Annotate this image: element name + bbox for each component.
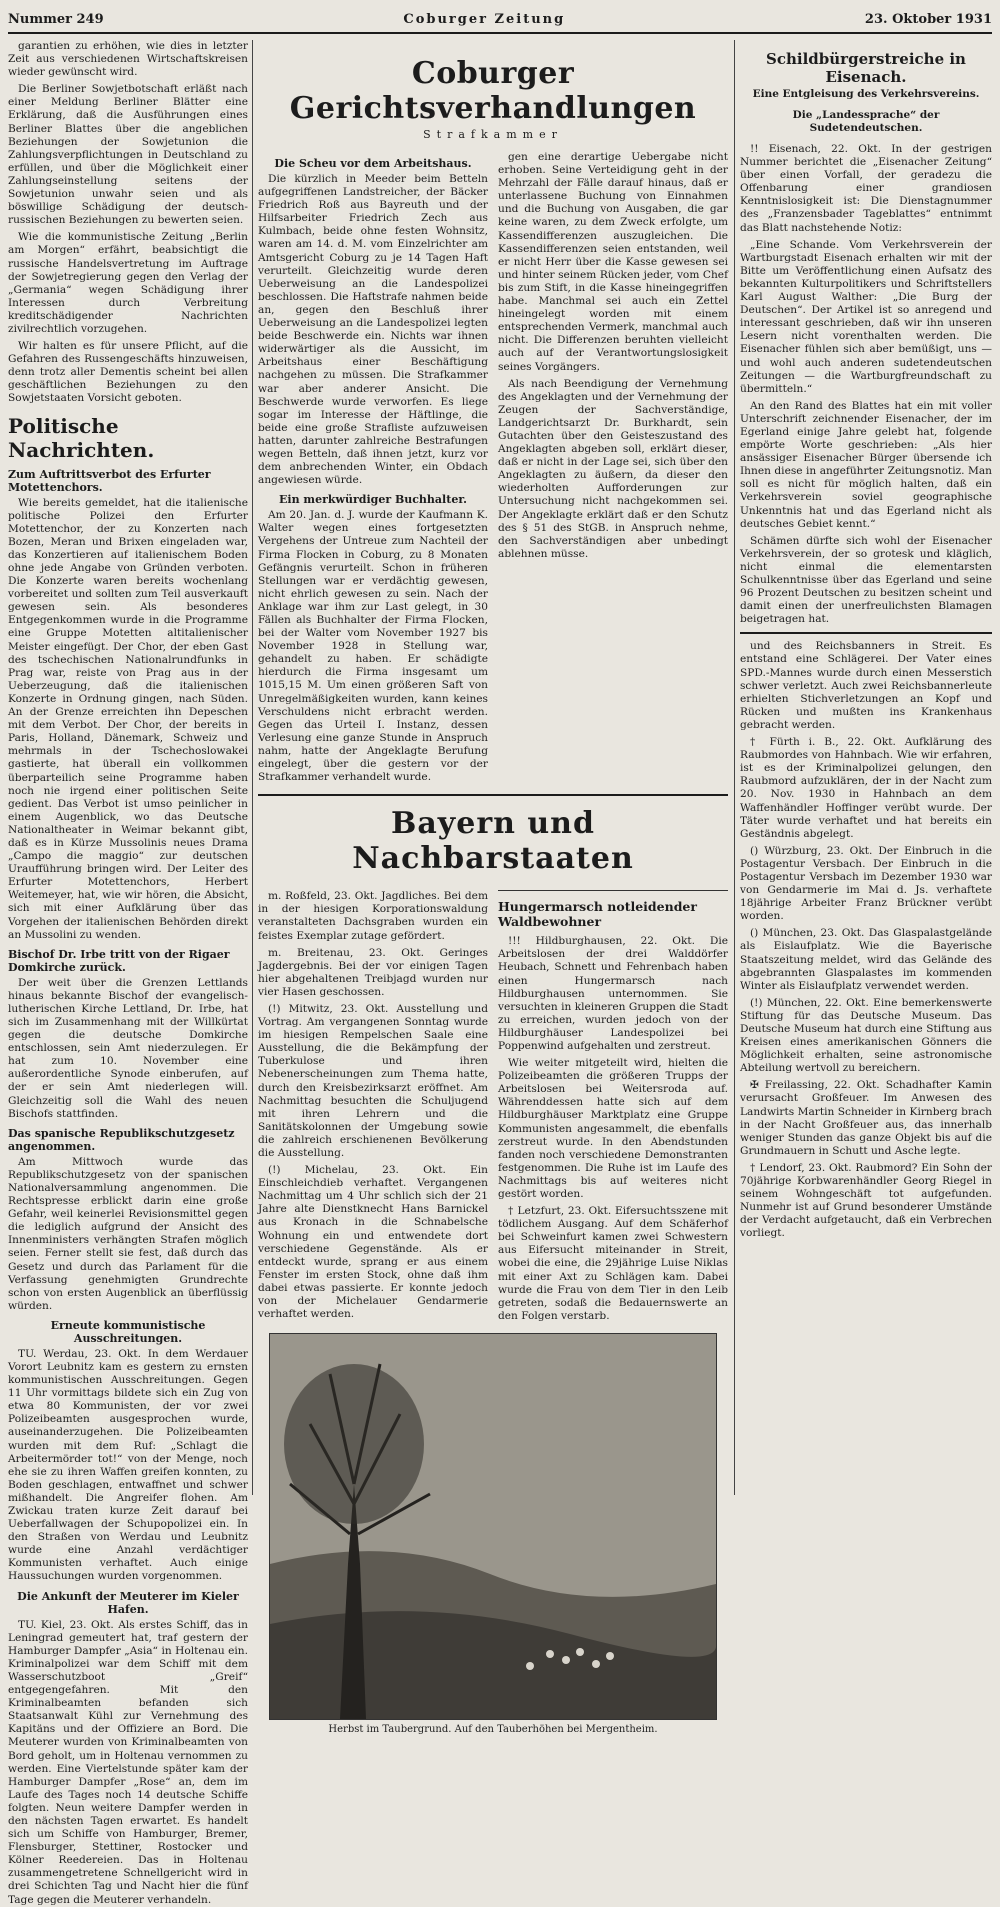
column-right: [740, 40, 992, 1495]
article-paragraph: () Würzburg, 23. Okt. Der Einbruch in die Postagentur Versbach. Der Einbruch in die Postagentur Versbach im Dezember 1930 war von Gendarmerie im Mai d. Js. verhaftete 18jährige Arbeiter Franz Brückner verübt worden.: [740, 844, 992, 923]
photo-illustration: [270, 1334, 716, 1719]
article-paragraph: !! Eisenach, 22. Okt. In der gestrigen Nummer berichtet die „Eisenacher Zeitung“ über einen Vorfall, der geradezu die Offenbarung einer grandiosen Kenntnislosigkeit ist: Die Dienstagnummer des „Franzensbader Tageblattes“ entnimmt das Blatt nachstehende Notiz:: [740, 143, 992, 234]
article-paragraph: „Eine Schande. Vom Verkehrsverein der Wartburgstadt Eisenach erhalten wir mit der Bitte um Veröffentlichung einen Aufsatz des bekannten Kulturpolitikers und Schriftstellers Karl August Walther: „Die Burg der Deutschen“. Der Artikel ist so anregend und interessant geschrieben, daß wir ihn unseren Lesern nicht vorenthalten werden. Die Eisenacher fühlen sich aber bemüßigt, uns — und wohl auch anderen sudetendeutschen Zeitungen — die Wartburgfreundschaft zu übermitteln.“: [740, 238, 992, 395]
article-paragraph: Als nach Beendigung der Vernehmung des Angeklagten und der Vernehmung der Zeugen der Sachverständige, Landgerichtsarzt Dr. Burkhardt, sein Gutachten über den Geisteszustand des Angeklagten abgeben soll, erklärt dieser, daß er nicht in der Lage sei, sich über den Angeklagten zu äußern, da dieser den wiederholten Aufforderungen zur Untersuchung nicht nachgekommen sei. Der Angeklagte erklärt daß er den Schutz des § 51 des StGB. in Anspruch nehme, den Sachverständigen aber unbedingt ablehnen müsse.: [498, 377, 728, 560]
article-paragraph: Wie die kommunistische Zeitung „Berlin am Morgen“ erfährt, beabsichtigt die russische Handelsvertretung im Auftrage der Sowjetregierung gegen den Verlag der „Germania“ wegen Schädigung ihrer Interessen durch Verbreitung kreditschädigender Nachrichten zivilrechtlich vorzugehen.: [8, 231, 248, 335]
section-heading-politik: Politische Nachrichten.: [8, 413, 155, 462]
column-divider: [734, 40, 735, 1495]
court-section-kicker: Strafkammer: [423, 128, 563, 141]
regional-column-a: [258, 890, 488, 1327]
newspaper-name: Coburger Zeitung: [403, 11, 566, 27]
article-headline: Hungermarsch notleidender Waldbewohner: [498, 899, 697, 930]
article-paragraph: und des Reichsbanners in Streit. Es entstand eine Schlägerei. Der Vater eines SPD.-Mannes wurde durch einen Messerstich schwer verletzt. Auch zwei Reichsbannerleute erhielten Stichverletzungen an Kopf und Rücken und mußten ins Krankenhaus gebracht werden.: [740, 640, 992, 731]
court-section-title: Coburger Gerichtsverhandlungen: [289, 56, 697, 126]
column-left: [8, 40, 248, 1906]
column-center: [258, 40, 728, 1735]
article-paragraph: !!! Hildburghausen, 22. Okt. Die Arbeitslosen der drei Walddörfer Heubach, Schnett und Fehrenbach haben einen Hungermarsch nach Hildburghausen unternommen. Sie versuchten in kleineren Gruppen die Stadt zu erreichen, wurden jedoch von der Hildburghäuser Landespolizei bei Poppenwind aufgehalten und zerstreut.: [498, 935, 728, 1052]
court-column-a: [258, 151, 488, 788]
article-headline: Die Ankunft der Meuterer im Kieler Hafen.: [17, 1589, 239, 1616]
article-paragraph: garantien zu erhöhen, wie dies in letzter Zeit aus verschiedenen Wirtschaftskreisen wieder gewünscht wird.: [8, 40, 248, 79]
court-articles: [258, 151, 728, 788]
article-paragraph: TU. Werdau, 23. Okt. In dem Werdauer Vorort Leubnitz kam es gestern zu ernsten kommunistischen Ausschreitungen. Gegen 11 Uhr vormittags bildete sich ein Zug von etwa 80 Kommunisten, der vor zwei Polizeibeamten ausgesprochen wurde, auseinanderzugehen. Die Polizeibeamten wurden mit dem Ruf: „Schlagt die Arbeitermörder tot!“ von der Menge, noch ehe sie zu ihren Waffen greifen konnten, zu Boden geschlagen, entwaffnet und schwer mißhandelt. Die Angreifer flohen. Am Zwickau traten kurze Zeit darauf bei Ueberfallwagen der Schupopolizei ein. In den Straßen von Werdau und Leubnitz wurde eine Anzahl verdächtiger Kommunisten verhaftet. Auch einige Haussuchungen wurden vorgenommen.: [8, 1347, 248, 1583]
photo-caption: Herbst im Taubergrund. Auf den Tauberhöhen bei Mergentheim.: [328, 1723, 658, 1735]
article-paragraph: (!) Michelau, 23. Okt. Ein Einschleichdieb verhaftet. Vergangenen Nachmittag um 4 Uhr schlich sich der 21 Jahre alte Dienstknecht Hans Barnickel aus Kronach in die Schnabelsche Wohnung ein und entwendete dort verschiedene Gegenstände. Als er entdeckt wurde, sprang er aus einem Fenster im ersten Stock, ohne daß ihm dabei etwas passierte. Er konnte jedoch von der Michelauer Gendarmerie verhaftet werden.: [258, 1164, 488, 1321]
article-paragraph: gen eine derartige Uebergabe nicht erhoben. Seine Verteidigung geht in der Mehrzahl der Fälle darauf hinaus, daß er unterlassene Buchung von Einnahmen und die Buchung von Ausgaben, die gar keine waren, zu dem Zweck erfolgte, um Kassendifferenzen auszugleichen. Die Kassendifferenzen seien entstanden, weil er nicht Herr über die Kasse gewesen sei und hinter seinem Rücken jeder, vom Chef bis zum Stift, in die Kasse hineingegriffen habe. Manchmal sei auch ein Zettel hineingelegt worden mit einem entsprechenden Vermerk, manchmal auch nicht. Die Differenzen beruhten vielleicht auch auf der Verantwortungslosigkeit seines Vorgängers.: [498, 151, 728, 373]
article-paragraph: An den Rand des Blattes hat ein mit voller Unterschrift zeichnender Eisenacher, der im Egerland einige Jahre gelebt hat, folgende empörte Worte geschrieben: „Als hier ansässiger Eisenacher Bürger übersende ich Ihnen diese in angeführter Zeitungsnotiz. Man soll es nicht für möglich halten, daß ein Verkehrsverein soviel geographische Unkenntnis hat und das Egerland nicht als deutsches Gebiet kennt.“: [740, 399, 992, 530]
article-paragraph: † Fürth i. B., 22. Okt. Aufklärung des Raubmordes von Hahnbach. Wie wir erfahren, ist es der Kriminalpolizei gelungen, den Raubmord aufzuklären, der in der Nacht zum 20. Nov. 1930 in Hahnbach an dem Waffenhändler Hoffinger verübt wurde. Der Täter wurde verhaftet und hat bereits ein Geständnis abgelegt.: [740, 736, 992, 840]
article-paragraph: Wie weiter mitgeteilt wird, hielten die Polizeibeamten die größeren Trupps der Arbeitslosen bei Weitersroda auf. Währenddessen hatte sich auf dem Hildburghäuser Marktplatz eine Gruppe Kommunisten angesammelt, die ebenfalls zerstreut wurde. In den Abendstunden fanden noch verschiedene Demonstranten festgenommen. Die Ruhe ist im Laufe des Nachmittags bis auf weiteres nicht gestört worden.: [498, 1057, 728, 1200]
article-headline: Bischof Dr. Irbe tritt von der Rigaer Domkirche zurück.: [8, 947, 230, 974]
article-paragraph: TU. Kiel, 23. Okt. Als erstes Schiff, das in Leningrad gemeutert hat, traf gestern der Hamburger Dampfer „Asia“ in Holtenau ein. Kriminalpolizei war dem Schiff mit dem Wasserschutzboot „Greif“ entgegengefahren. Mit den Kriminalbeamten befanden sich Staatsanwalt Kühl zur Vernehmung des Kapitäns und der Offiziere an Bord. Die Meuterer wurden von Kriminalbeamten von Bord geholt, um in Holtenau vernommen zu werden. Eine Viertelstunde später kam der Hamburger Dampfer „Rose“ an, dem im Laufe des Tages noch 14 deutsche Schiffe folgten. Neun weitere Dampfer werden in den nächsten Tagen erwartet. Es handelt sich um Schiffe von Hamburger, Bremer, Flensburger, Stettiner, Rostocker und Kölner Reedereien. Das in Holtenau zusammengetretene Schnellgericht wird in drei Schichten Tag und Nacht hier die fünf Tage gegen die Meuterer verhandeln.: [8, 1618, 248, 1906]
article-paragraph: (!) Mitwitz, 23. Okt. Ausstellung und Vortrag. Am vergangenen Sonntag wurde im hiesigen Rempelschen Saale eine Ausstellung, die die Bekämpfung der Tuberkulose und ihren Nebenerscheinungen zum Thema hatte, durch den Kreisbezirksarzt eröffnet. Am Nachmittag besuchten die Schuljugend mit ihren Lehrern und die Sanitätskolonnen der Umgebung sowie die zahlreich erschienenen Bevölkerung die Ausstellung.: [258, 1002, 488, 1159]
article-paragraph: ✠ Freilassing, 22. Okt. Schadhafter Kamin verursacht Großfeuer. Im Anwesen des Landwirts Martin Schneider in Kirnberg brach in der Nacht Großfeuer aus, das innerhalb weniger Stunden das ganze Objekt bis auf die Grundmauern in Schutt und Asche legte.: [740, 1079, 992, 1157]
article-subheadline: Die „Landessprache“ der Sudetendeutschen.: [792, 109, 940, 134]
article-paragraph: Wie bereits gemeldet, hat die italienische politische Polizei den Erfurter Motettenchor, der zu Konzerten nach Bozen, Meran und Brixen eingeladen war, das Konzertieren auf italienischem Boden ohne jede Angabe von Gründen verboten. Die Konzerte waren bereits wochenlang vorbereitet und sollten zum Teil ausverkauft gewesen sein. Als besonderes Entgegenkommen wurde in die Programme eine Gruppe Motetten altitalienischer Meister eingefügt. Der Chor, der eben Gast des tschechischen Nationalrundfunks in Prag war, reiste von Prag aus in der Ueberzeugung, daß die italienischen Konzerte in Ordnung gingen, nach Süden. An der Grenze erreichten ihn Depeschen mit dem Verbot. Der Chor, der bereits in Paris, Holland, Dänemark, Schweiz und mehrmals in der Tschechoslowakei gastierte, hat überall ein vollkommen überparteilich seine Programme haben noch nie irgend einer politischen Seite gedient. Das Verbot ist umso peinlicher in einem Augenblick, wo das Deutsche Nationaltheater in Weimar bekannt gibt, daß es in Kürze Mussolinis neues Drama „Campo die maggio“ zur deutschen Uraufführung bringen wird. Der Leiter des Erfurter Motettenchors, Herbert Weitemeyer, hat, wie wir hören, die Absicht, sich mit einer Aufklärung über das Vorgehen der italienischen Behörden direkt an Mussolini zu wenden.: [8, 496, 248, 941]
bayern-section-title: Bayern und Nachbarstaaten: [352, 806, 634, 877]
article-paragraph: † Letzfurt, 23. Okt. Eifersuchtsszene mit tödlichem Ausgang. Auf dem Schäferhof bei Schweinfurt kamen zwei Schwestern aus Eifersucht miteinander in Streit, wobei die eine, die 29jährige Luise Niklas mit einer Axt zu Schlägen kam. Dabei wurde die Frau von dem Tier in den Leib getreten, sodaß die Bedauernswerte an den Folgen verstarb.: [498, 1205, 728, 1322]
article-headline: Die Scheu vor dem Arbeitshaus.: [274, 157, 472, 170]
article-subheadline: Eine Entgleisung des Verkehrsvereins.: [752, 88, 980, 100]
article-paragraph: Am 20. Jan. d. J. wurde der Kaufmann K. Walter wegen eines fortgesetzten Vergehens der Untreue zum Nachteil der Firma Flocken in Coburg, zu 8 Monaten Gefängnis verurteilt. Schon in früheren Stellungen war er verdächtig gewesen, nicht ehrlich gewesen zu sein. Nach der Anklage war ihm zur Last gelegt, in 30 Fällen als Buchhalter der Firma Flocken, bei der Walter vom November 1927 bis November 1928 in Stellung war, gehandelt zu haben. Er schädigte hierdurch die Firma insgesamt um 1015,15 M. Um einen größeren Saft von Unregelmäßigkeiten wurden, kann keines Verschuldens nicht erbracht werden. Gegen das Urteil I. Instanz, dessen Verlesung eine ganze Stunde in Anspruch nahm, hatte der Angeklagte Berufung eingelegt, über die gestern vor der Strafkammer verhandelt wurde.: [258, 509, 488, 784]
issue-date: 23. Oktober 1931: [864, 11, 992, 27]
article-paragraph: Die Berliner Sowjetbotschaft erläßt nach einer Meldung Berliner Blätter eine Erklärung, daß die Ausführungen eines Berliner Blattes über die angeblichen Beziehungen der Sowjetunion die Zahlungsverpflichtungen in Deutschland zu erfüllen, und über die Möglichkeit einer Zahlungseinstellung seitens der Sowjetunion unwahr seien und als böswillige Schädigung der deutsch-russischen Beziehungen zu bewerten seien.: [8, 83, 248, 227]
article-paragraph: () München, 23. Okt. Das Glaspalastgelände als Eislaufplatz. Wie die Bayerische Staatszeitung meldet, wird das Gelände des abgebrannten Glaspalastes im kommenden Winter als Eislaufplatz verwendet werden.: [740, 927, 992, 992]
article-headline-main: Schildbürgerstreiche in Eisenach.: [766, 50, 966, 86]
article-headline: Ein merkwürdiger Buchhalter.: [279, 493, 467, 507]
article-paragraph: Am Mittwoch wurde das Republikschutzgesetz von der spanischen Nationalversammlung angenommen. Die Rechtspresse erblickt darin eine große Gefahr, weil keinerlei Revisionsmittel gegen die lediglich aufgrund der Ansicht des Innenministers verhängten Strafen möglich seien. Ferner stellt sie fest, daß durch das Gesetz und durch das Parlament für die Verfassung genehmigten Grundrechte schon von ersten Augenblick an überflüssig würden.: [8, 1155, 248, 1312]
masthead: [8, 6, 992, 34]
article-paragraph: Der weit über die Grenzen Lettlands hinaus bekannte Bischof der evangelisch-lutherischen Kirche Lettland, Dr. Irbe, hat sich im Zusammenhang mit der Willkürtat gegen die deutsche Domkirche entschlossen, sein Amt niederzulegen. Er hat zum 10. November eine außerordentliche Synode einberufen, auf der er sein Amt niederlegen will. Gleichzeitig soll die Wahl des neuen Bischofs stattfinden.: [8, 976, 248, 1120]
article-headline: Das spanische Republikschutzgesetz angenommen.: [8, 1126, 235, 1153]
article-paragraph: Schämen dürfte sich wohl der Eisenacher Verkehrsverein, der so grotesk und kläglich, nicht einmal die elementarsten Schulkenntnisse über das Egerland und seine 96 Prozent Deutschen zu besitzen scheint und damit einen der unerfreulichsten Blamagen beigetragen hat.: [740, 534, 992, 626]
section-divider: [258, 794, 728, 796]
landscape-photo: [269, 1333, 717, 1720]
article-paragraph: Die kürzlich in Meeder beim Betteln aufgegriffenen Landstreicher, der Bäcker Friedrich Roß aus Bayreuth und der Hilfsarbeiter Friedrich Zech aus Kulmbach, beide ohne festen Wohnsitz, waren am 14. d. M. vom Einzelrichter am Amtsgericht Coburg zu je 14 Tagen Haft verurteilt. Gleichzeitig wurde deren Ueberweisung an die Landespolizei beschlossen. Die Haftstrafe nahmen beide an, gegen den Beschluß ihrer Ueberweisung an die Landespolizei legten beide Beschwerde ein. Nichts war ihnen widerwärtiger als die Aussicht, im Arbeitshaus einer Beschäftigung nachgehen zu müssen. Die Strafkammer war aber anderer Ansicht. Die Beschwerde wurde verworfen. Es liege sogar im Interesse der Häftlinge, die beide eine große Strafliste aufzuweisen hatten, darunter zahlreiche Bestrafungen wegen Betteln, daß ihnen jetzt, kurz vor dem anbrechenden Winter, ein Obdach angewiesen würde.: [258, 173, 488, 487]
article-paragraph: m. Breitenau, 23. Okt. Geringes Jagdergebnis. Bei der vor einigen Tagen hier abgehaltenen Treibjagd wurden nur vier Hasen geschossen.: [258, 946, 488, 998]
article-paragraph: † Lendorf, 23. Okt. Raubmord? Ein Sohn der 70jährige Korbwarenhändler Georg Riegel in seinem Wohngeschäft tot aufgefunden. Nunmehr ist auf Grund besonderer Umstände der Verdacht aufgetaucht, daß ein Verbrechen vorliegt.: [740, 1161, 992, 1240]
court-column-b: [498, 151, 728, 788]
column-divider: [252, 40, 253, 1495]
article-headline: Zum Auftrittsverbot des Erfurter Motettenchors.: [8, 467, 211, 494]
article-paragraph: m. Roßfeld, 23. Okt. Jagdliches. Bei dem in der hiesigen Korporationswaldung veranstalteten Dachsgraben wurden ein feistes Exemplar zutage gefördert.: [258, 890, 488, 942]
article-paragraph: (!) München, 22. Okt. Eine bemerkenswerte Stiftung für das Deutsche Museum. Das Deutsche Museum hat durch eine Stiftung aus Kreisen eines amerikanischen Gönners die Möglichkeit erhalten, seine astronomische Abteilung wertvoll zu bereichern.: [740, 996, 992, 1075]
regional-articles: [258, 890, 728, 1327]
section-divider: [740, 632, 992, 634]
article-paragraph: Wir halten es für unsere Pflicht, auf die Gefahren des Russengeschäfts hinzuweisen, denn trotz aller Dementis scheint bei allen geschäftlichen Beziehungen zu den Sowjetstaaten Vorsicht geboten.: [8, 340, 248, 405]
article-headline: Erneute kommunistische Ausschreitungen.: [50, 1318, 206, 1345]
issue-number: Nummer 249: [8, 11, 104, 27]
regional-column-b: [498, 890, 728, 1327]
